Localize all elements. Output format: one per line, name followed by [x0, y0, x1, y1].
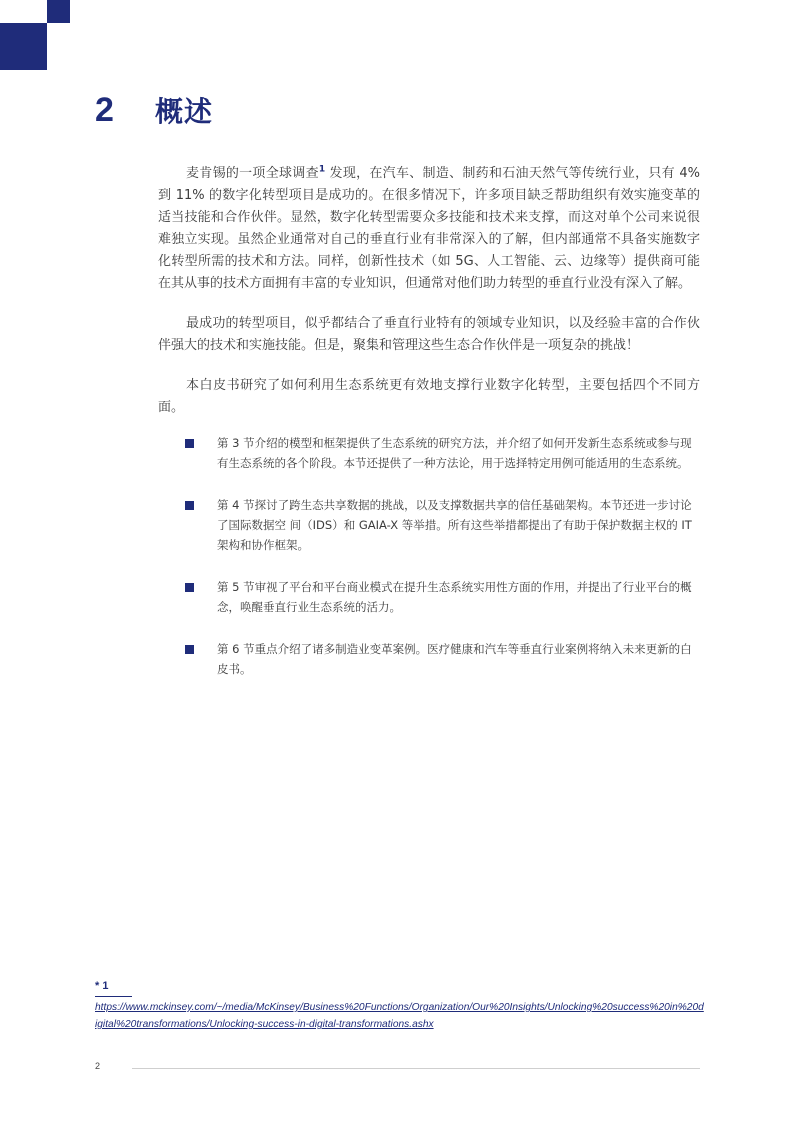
footnote-reference[interactable]: 1 [318, 164, 326, 175]
square-bullet-icon [185, 583, 194, 592]
paragraph-intro-rest: 发现，在汽车、制造、制药和石油天然气等传统行业，只有 4% 到 11% 的数字化转型项目是成功的。在很多情况下，许多项目缺乏帮助组织有效实施变革的适当技能和合作伙伴。显然，数字化转型需要众多技能和技术来支撑，而这对单个公司来说很难独立实现。虽然企业通常对自己的垂直行业有非常深入的了解，但内部通常不具备实施数字化转型所需的技术和方法。同样，创新性技术（如 5G、人工智能、云、边缘等）提供商可能在其从事的技术方面拥有丰富的专业知识，但通常对他们助力转型的垂直行业没有深入了解。 [158, 166, 700, 291]
footnote-link[interactable]: https://www.mckinsey.com/~/media/McKinsey/Business%20Functions/Organization/Our%20Insights/Unlocking%20success%20in%20digital%20transformations/Unlocking-success-in-digital-transformations.ashx [95, 1002, 704, 1030]
chapter-heading [95, 88, 213, 132]
footer-divider [132, 1068, 700, 1069]
corner-decoration-large [0, 23, 47, 70]
square-bullet-icon [185, 501, 194, 510]
square-bullet-icon [185, 645, 194, 654]
list-item [185, 495, 701, 555]
section-overview-list [185, 433, 701, 679]
list-item [185, 433, 701, 473]
list-item [185, 577, 701, 617]
paragraph-intro [158, 163, 700, 295]
chapter-title: 概述 [155, 95, 214, 128]
footnote-marker: * 1 [95, 980, 109, 992]
paragraph-success: 最成功的转型项目，似乎都结合了垂直行业特有的领域专业知识，以及经验丰富的合作伙伴强大的技术和实施技能。但是，聚集和管理这些生态合作伙伴是一项复杂的挑战！ [158, 316, 700, 353]
paragraph-scope: 本白皮书研究了如何利用生态系统更有效地支撑行业数字化转型，主要包括四个不同方面。 [158, 378, 700, 415]
paragraph-intro-start: 麦肯锡的一项全球调查 [186, 166, 319, 181]
list-item-text: 第 6 节重点介绍了诸多制造业变革案例。医疗健康和汽车等垂直行业案例将纳入未来更新的白皮书。 [217, 642, 692, 676]
list-item-text: 第 4 节探讨了跨生态共享数据的挑战，以及支撑数据共享的信任基础架构。本节还进一步讨论了国际数据空 间（IDS）和 GAIA-X 等举措。所有这些举措都提出了有助于保护数据主权的 IT 架构和协作框架。 [217, 498, 692, 552]
list-item-text: 第 5 节审视了平台和平台商业模式在提升生态系统实用性方面的作用，并提出了行业平台的概念，唤醒垂直行业生态系统的活力。 [217, 580, 692, 614]
list-item [185, 639, 701, 679]
square-bullet-icon [185, 439, 194, 448]
page-number: 2 [95, 1061, 101, 1071]
footnote-divider [95, 996, 132, 997]
chapter-number: 2 [95, 90, 114, 129]
corner-decoration-small [47, 0, 70, 23]
list-item-text: 第 3 节介绍的模型和框架提供了生态系统的研究方法，并介绍了如何开发新生态系统或参与现有生态系统的各个阶段。本节还提供了一种方法论，用于选择特定用例可能适用的生态系统。 [217, 436, 692, 470]
